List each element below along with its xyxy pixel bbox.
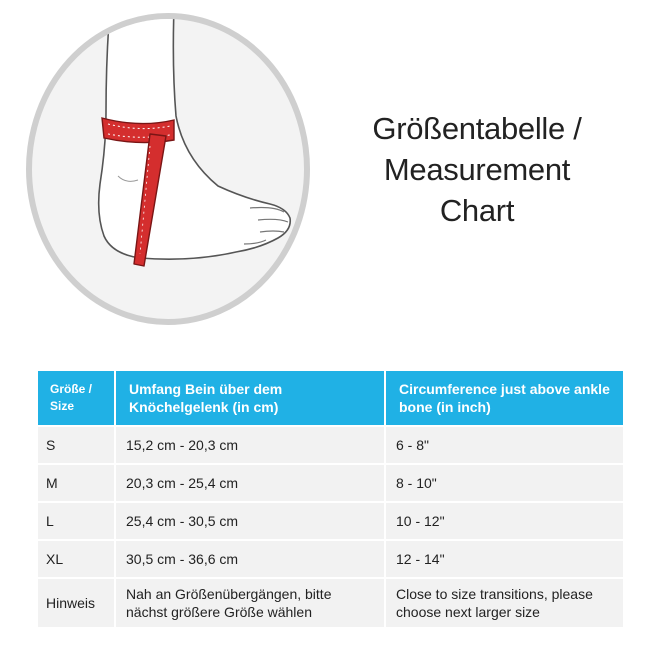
chart-title-line-3: Chart xyxy=(439,193,515,228)
size-cell: S xyxy=(38,426,115,464)
size-cell: XL xyxy=(38,540,115,578)
table-row xyxy=(38,426,623,464)
cm-cell: 30,5 cm - 36,6 cm xyxy=(115,540,385,578)
chart-title-line-1: Größentabelle / xyxy=(372,111,582,146)
inch-cell: 12 - 14" xyxy=(385,540,623,578)
size-cell: M xyxy=(38,464,115,502)
size-table xyxy=(38,371,623,627)
table-row xyxy=(38,464,623,502)
cm-cell: 20,3 cm - 25,4 cm xyxy=(115,464,385,502)
note-en: Close to size transitions, please choose next larger size xyxy=(385,578,623,627)
chart-title xyxy=(332,108,622,231)
header-size: Größe / Size xyxy=(38,371,115,426)
header-inch: Circumference just above ankle bone (in inch) xyxy=(385,371,623,426)
cm-cell: 25,4 cm - 30,5 cm xyxy=(115,502,385,540)
inch-cell: 10 - 12" xyxy=(385,502,623,540)
ankle-measurement-icon xyxy=(22,8,314,330)
inch-cell: 6 - 8" xyxy=(385,426,623,464)
inch-cell: 8 - 10" xyxy=(385,464,623,502)
note-label: Hinweis xyxy=(38,578,115,627)
table-header-row xyxy=(38,371,623,426)
cm-cell: 15,2 cm - 20,3 cm xyxy=(115,426,385,464)
size-cell: L xyxy=(38,502,115,540)
note-de: Nah an Größenübergängen, bitte nächst größere Größe wählen xyxy=(115,578,385,627)
note-row xyxy=(38,578,623,627)
table-row xyxy=(38,540,623,578)
table-row xyxy=(38,502,623,540)
chart-title-line-2: Measurement xyxy=(383,152,571,187)
header-cm: Umfang Bein über dem Knöchelgelenk (in cm) xyxy=(115,371,385,426)
